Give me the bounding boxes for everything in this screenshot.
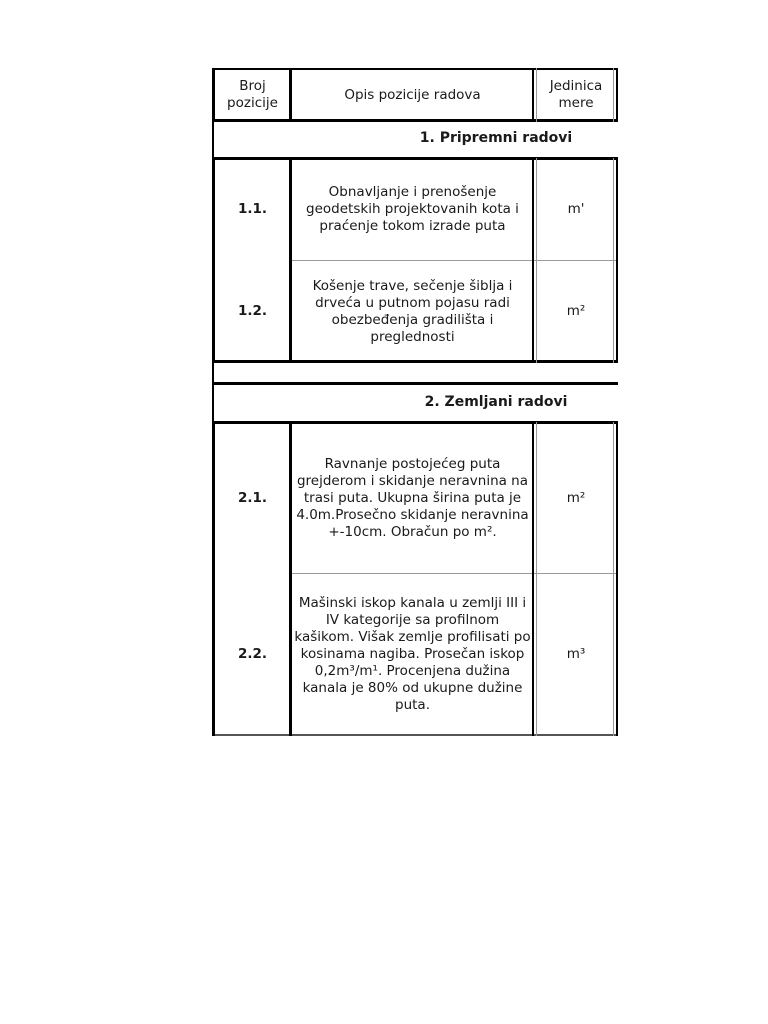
row-number: 1.1. [237, 201, 268, 217]
border-section-2-top [212, 382, 618, 385]
row-number: 2.1. [237, 490, 268, 506]
border-left-rows-1 [212, 158, 215, 363]
border-left-gap [212, 363, 214, 384]
border-col2-header-inner [536, 68, 537, 122]
border-section-1-bottom [212, 157, 618, 160]
table-grid [212, 68, 618, 736]
row-description: Ravnanje postojećeg puta grejderom i skidanje neravnina na trasi puta. Ukupna širina puta je 4.0m.Prosečno skidanje neravnina +-10cm. Obračun po m². [296, 456, 529, 540]
section-title-1: 1. Pripremni radovi [419, 130, 573, 146]
section-title-2: 2. Zemljani radovi [424, 394, 568, 410]
border-col2-header [532, 68, 534, 122]
border-col1-rows-1 [289, 158, 292, 363]
row-description: Mašinski iskop kanala u zemlji III i IV kategorije sa profilnom kašikom. Višak zemlje profilisati po kosinama nagiba. Prosečan iskop 0,2m³/m¹. Procenjena dužina kanala je 80% od ukupne dužine puta. [294, 594, 531, 713]
row-unit: m² [566, 303, 586, 319]
header-unit: Jedinica mere [549, 78, 603, 111]
row-unit: m³ [566, 645, 586, 662]
border-col2-rows-1-inner [536, 158, 537, 363]
border-col1-rows-2 [289, 422, 292, 736]
header-description: Opis pozicije radova [344, 86, 481, 103]
border-col1-header [289, 68, 292, 122]
border-col3-header-outer [616, 68, 618, 122]
border-row-divider [291, 573, 618, 574]
row-number: 2.2. [237, 645, 268, 662]
row-unit: m² [566, 490, 586, 506]
row-number: 1.2. [237, 303, 268, 319]
border-col2-rows-2-inner [536, 422, 537, 736]
header-position-number: Broj pozicije [227, 78, 278, 111]
row-description: Obnavljanje i prenošenje geodetskih projektovanih kota i praćenje tokom izrade puta [306, 184, 519, 234]
border-col3-header [613, 68, 614, 122]
border-left-header [212, 68, 215, 122]
border-bottom [212, 734, 618, 736]
row-description: Košenje trave, sečenje šiblja i drveća u putnom pojasu radi obezbeđenja gradilišta i preglednosti [312, 277, 513, 345]
border-col2-rows-2 [532, 422, 534, 736]
border-left-section-2 [212, 384, 214, 422]
border-left-section-1 [212, 122, 214, 158]
border-section-2-bottom [212, 421, 618, 424]
cost-estimate-table [212, 68, 618, 736]
border-col3-rows-2 [613, 422, 614, 736]
border-row-divider [291, 260, 618, 261]
border-col2-rows-1 [532, 158, 534, 363]
border-row-1-2-bottom [212, 360, 618, 363]
border-top [212, 68, 618, 70]
border-col3-rows-2-outer [616, 422, 618, 736]
border-col3-rows-1-outer [616, 158, 618, 363]
border-header-bottom [212, 119, 618, 122]
row-unit: m' [567, 201, 585, 217]
border-left-rows-2 [212, 422, 215, 736]
border-col3-rows-1 [613, 158, 614, 363]
